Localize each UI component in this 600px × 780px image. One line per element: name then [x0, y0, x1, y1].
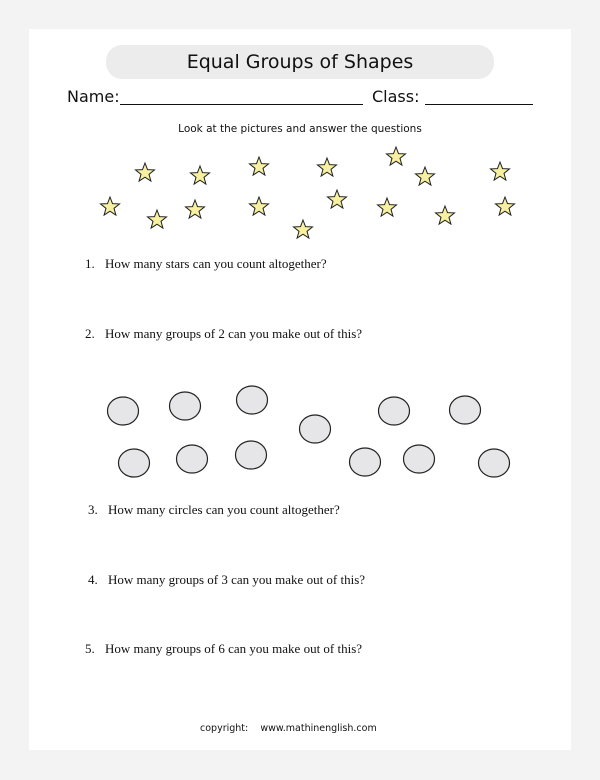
star-shape: [148, 210, 167, 228]
star-shape: [250, 157, 269, 175]
question-text: How many groups of 3 can you make out of this?: [108, 572, 366, 587]
circle-shape: [236, 441, 267, 469]
copyright-url: www.mathinenglish.com: [260, 723, 377, 734]
star-shape: [318, 158, 337, 176]
circle-shape: [404, 445, 435, 473]
copyright-label: copyright:: [200, 723, 249, 734]
worksheet-title: Equal Groups of Shapes: [106, 45, 494, 79]
question-number: 1.: [85, 256, 95, 271]
question-number: 5.: [85, 641, 95, 656]
star-shape: [136, 163, 155, 181]
question-1: [85, 256, 327, 272]
question-2: [85, 326, 362, 342]
circle-shape: [300, 415, 331, 443]
circle-shape: [108, 397, 139, 425]
circle-shape: [479, 449, 510, 477]
star-shape: [436, 206, 455, 224]
question-text: How many groups of 6 can you make out of this?: [105, 641, 363, 656]
star-shape: [328, 190, 347, 208]
star-shape: [294, 220, 313, 238]
star-shape: [378, 198, 397, 216]
star-shape: [186, 200, 205, 218]
circle-shape: [119, 449, 150, 477]
circle-shape: [379, 397, 410, 425]
question-3: [88, 502, 340, 518]
circle-shape: [170, 392, 201, 420]
star-shape: [250, 197, 269, 215]
circle-shape: [350, 448, 381, 476]
question-number: 4.: [88, 572, 98, 587]
question-text: How many groups of 2 can you make out of this?: [105, 326, 363, 341]
circle-shape: [237, 386, 268, 414]
star-shape: [496, 197, 515, 215]
circle-shape: [177, 445, 208, 473]
circle-shape: [450, 396, 481, 424]
instruction-text: Look at the pictures and answer the questions: [178, 123, 422, 135]
name-label: Name:: [67, 87, 120, 106]
question-text: How many circles can you count altogether?: [108, 502, 340, 517]
star-shape: [491, 162, 510, 180]
star-shape: [191, 166, 210, 184]
question-number: 2.: [85, 326, 95, 341]
question-number: 3.: [88, 502, 98, 517]
star-shape: [101, 197, 120, 215]
class-label: Class:: [372, 87, 420, 106]
worksheet: [29, 29, 571, 750]
question-text: How many stars can you count altogether?: [105, 256, 327, 271]
star-shape: [387, 147, 406, 165]
copyright-footer: [200, 723, 377, 734]
star-shape: [416, 167, 435, 185]
question-4: [88, 572, 365, 588]
question-5: [85, 641, 362, 657]
